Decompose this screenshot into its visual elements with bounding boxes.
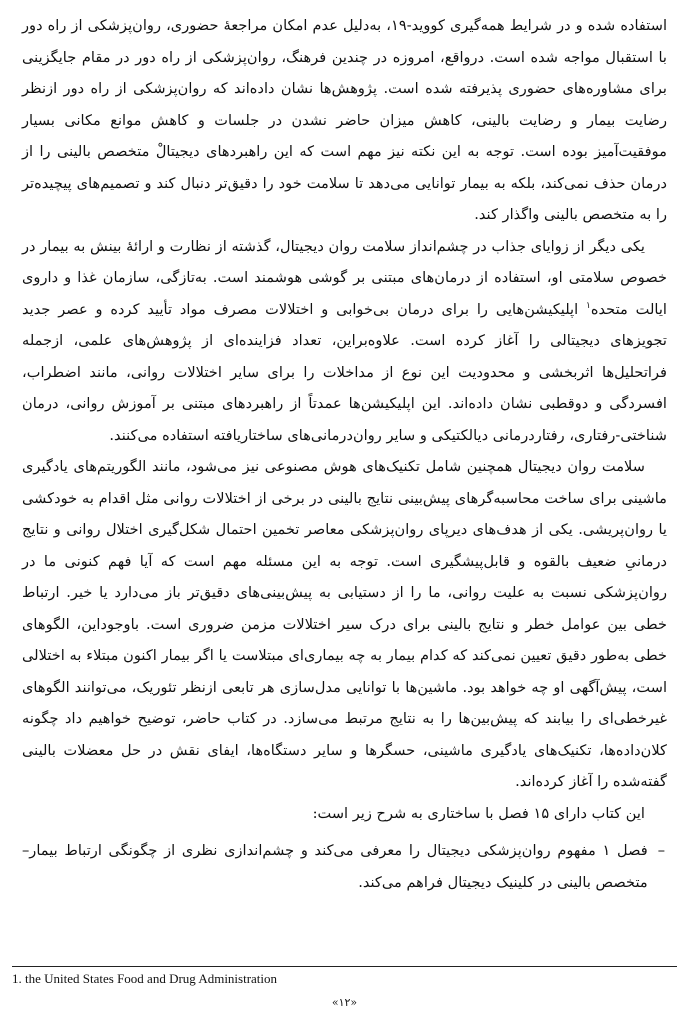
footnote-reference: ۱ bbox=[586, 300, 591, 311]
list-item-text: فصل ۱ مفهوم روان‌پزشکی دیجیتال را معرفی می‌کند و چشم‌اندازی نظری از چگونگی ارتباط بیمار– متخصص بالینی در کلینیک دیجیتال فراهم می‌کند. bbox=[22, 842, 648, 891]
page-number: «۱۲» bbox=[331, 996, 358, 1009]
paragraph-book-structure-intro: این کتاب دارای ۱۵ فصل با ساختاری به شرح زیر است: bbox=[312, 804, 645, 822]
footnote-divider bbox=[12, 966, 677, 967]
list-item bbox=[22, 835, 667, 898]
paragraph-text-before-note: یکی دیگر از زوایای جذاب در چشم‌انداز سلامت روان دیجیتال، گذشته از نظارت و ارائهٔ بینش به بیمار در خصوص سلامتی او، استفاده از درمان‌های مبتنی بر گوشی هوشمند است. به‌تازگی، سازمان غذا و داروی ایالت متحده bbox=[22, 237, 667, 318]
paragraph-text-after-note: اپلیکیشن‌هایی را برای درمان بی‌خوابی و اختلالات مصرف مواد تأیید کرده و عصر جدید تجویزهای دیجیتالی را آغاز کرده است. علاوه‌براین، تعداد فزاینده‌ای از پژوهش‌های علمی، ازجمله فراتحلیل‌ها اثربخشی و محدودیت این نوع از مداخلات را برای سایر اختلالات روانی، مانند اضطراب، افسردگی و دوقطبی نشان داده‌اند. این اپلیکیشن‌ها عمدتاً از راهبردهای مبتنی بر آموزش روانی، درمان شناختی-رفتاری، رفتاردرمانی دیالکتیکی و سایر روان‌درمانی‌های ساختاریافته استفاده می‌کنند. bbox=[22, 300, 667, 444]
paragraph-smartphone-therapies bbox=[22, 231, 667, 452]
paragraph-machine-learning: سلامت روان دیجیتال همچنین شامل تکنیک‌های هوش مصنوعی نیز می‌شود، مانند الگوریتم‌های یادگیری ماشینی برای ساخت محاسبه‌گرهای پیش‌بینی نتایج بالینی در برخی از اختلالات روانی مثل اقدام به خودکشی یا روان‌پریشی. یکی از هدف‌های دیرپای روان‌پزشکی معاصر تخمین احتمال شکل‌گیری اختلال روانی و نتایج درمانیِ ضعیف بالقوه و قابل‌پیشگیری است. توجه به این مسئله مهم است که آیا فهم کنونی ما در روان‌پزشکی نسبت به علیت روانی، ما را از دستیابی به پیش‌بینی‌های دقیق‌تر باز می‌دارد یا خیر. ارتباط خطی بین عوامل خطر و نتایج بالینی برای درک سیر اختلالات مزمن ضروری است. باوجوداین، الگوهای خطی به‌طور دقیق تعیین نمی‌کند که کدام بیمار به چه بیماری‌ای مبتلاست یا اگر بیمار اکنون مبتلاء به اختلالی است، پیش‌آگهی او چه خواهد بود. ماشین‌ها با توانایی مدل‌سازی هر تابعی ازنظر تئوریک، می‌توانند الگوهای غیرخطی‌ای را بیابند که پیش‌بین‌ها را به نتایج مرتبط می‌سازد. در کتاب حاضر، توضیح خواهیم داد چگونه کلان‌داده‌ها، تکنیک‌های یادگیری ماشینی، حسگرها و سایر دستگاه‌ها، ایفای نقش در حل معضلات بالینی گفته‌شده را آغاز کرده‌اند. bbox=[22, 458, 667, 790]
paragraph-continuation: استفاده شده و در شرایط همه‌گیری کووید-۱۹، به‌دلیل عدم امکان مراجعهٔ حضوری، روان‌پزشکی از راه دور با استقبال مواجه شده است. درواقع، امروزه در چندین فرهنگ، روان‌پزشکی از راه دور در مقام جایگزینی برای مشاوره‌های حضوری پذیرفته شده است. پژوهش‌ها نشان داده‌اند که روان‌پزشکی از راه دور ازنظر رضایت بیمار و رضایت بالینی، کاهش میزان حاضر نشدن در جلسات و کاهش موانع مکانی بسیار موفقیت‌آمیز بوده است. توجه به این نکته نیز مهم است که این راهبردهای دیجیتالْ متخصص بالینی را از درمان حذف نمی‌کند، بلکه به بیمار توانایی می‌دهد تا سلامت خود را دقیق‌تر دنبال کند و تصمیم‌های پیچیده‌تر را به متخصص بالینی واگذار کند. bbox=[22, 17, 667, 223]
footnote: 1. the United States Food and Drug Administration bbox=[12, 971, 278, 986]
list-bullet: – bbox=[657, 842, 665, 859]
